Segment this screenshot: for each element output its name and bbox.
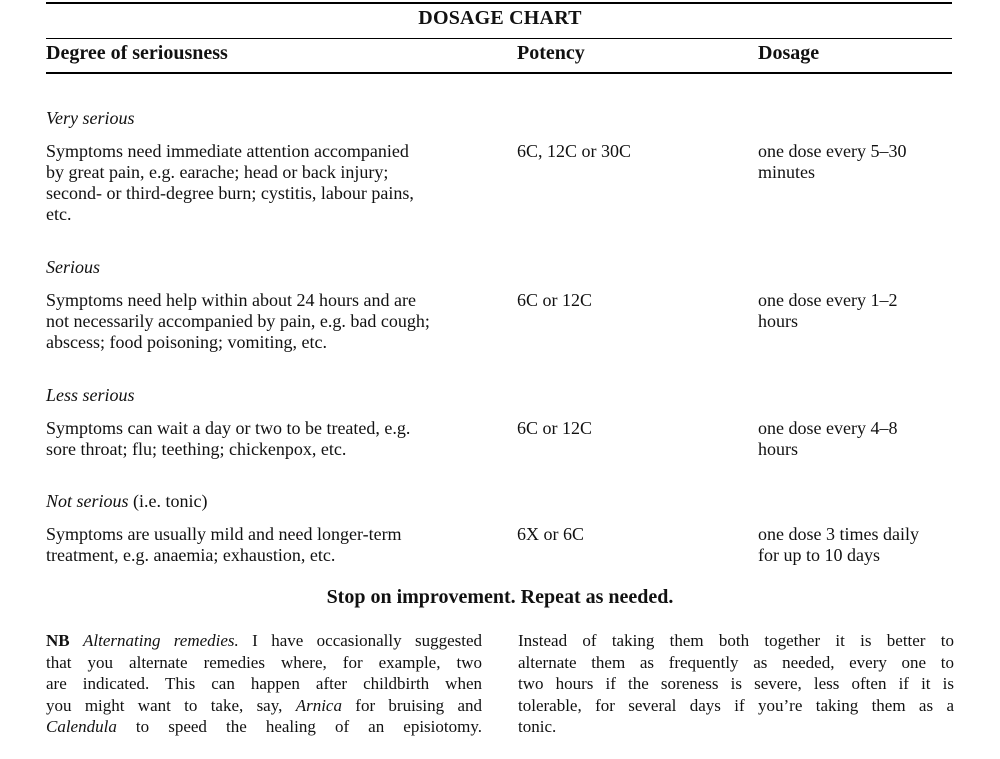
top-rule xyxy=(46,2,952,4)
note-left-column: NB Alternating remedies. I have occasionally suggested that you alternate remedies where, for example, two are indicated. This can happen after childbirth when you might want to take, say, Arnica for bruising and Calendula to speed the healing of an episiotomy. xyxy=(46,631,483,736)
header-seriousness: Degree of seriousness xyxy=(46,42,228,64)
row-description: Symptoms need help within about 24 hours and are not necessarily accompanied by pain, e.g. bad cough; abscess; food poisoning; vomiting, etc. xyxy=(46,290,430,352)
row-dosage: one dose every 4–8 hours xyxy=(758,418,898,459)
category-label: Not serious (i.e. tonic) xyxy=(46,491,208,511)
row-description: Symptoms are usually mild and need longer-term treatment, e.g. anaemia; exhaustion, etc. xyxy=(46,524,402,565)
header-dosage: Dosage xyxy=(758,42,820,64)
row-potency: 6C or 12C xyxy=(517,418,593,438)
header-potency: Potency xyxy=(517,42,585,64)
category-label: Less serious xyxy=(46,385,135,405)
row-potency: 6C or 12C xyxy=(517,290,593,310)
row-potency: 6C, 12C or 30C xyxy=(517,141,632,161)
category-note: (i.e. tonic) xyxy=(133,491,208,511)
row-dosage: one dose every 1–2 hours xyxy=(758,290,898,331)
row-dosage: one dose 3 times daily for up to 10 days xyxy=(758,524,919,565)
row-dosage: one dose every 5–30 minutes xyxy=(758,141,907,182)
row-description: Symptoms can wait a day or two to be treated, e.g. sore throat; flu; teething; chickenpox, etc. xyxy=(46,418,411,459)
note-right-column: Instead of taking them both together it is better to alternate them as frequently as needed, every one to two hours if the soreness is severe, less often if it is tolerable, for several days if you’re taking them as a tonic. xyxy=(518,631,954,736)
header-rule xyxy=(46,72,952,74)
row-description: Symptoms need immediate attention accompanied by great pain, e.g. earache; head or back injury; second- or third-degree burn; cystitis, labour pains, etc. xyxy=(46,141,414,224)
category-label: Serious xyxy=(46,257,100,277)
row-potency: 6X or 6C xyxy=(517,524,584,544)
chart-title: DOSAGE CHART xyxy=(418,7,582,29)
category-label: Very serious xyxy=(46,108,135,128)
title-rule xyxy=(46,38,952,39)
stop-instruction: Stop on improvement. Repeat as needed. xyxy=(326,586,674,608)
